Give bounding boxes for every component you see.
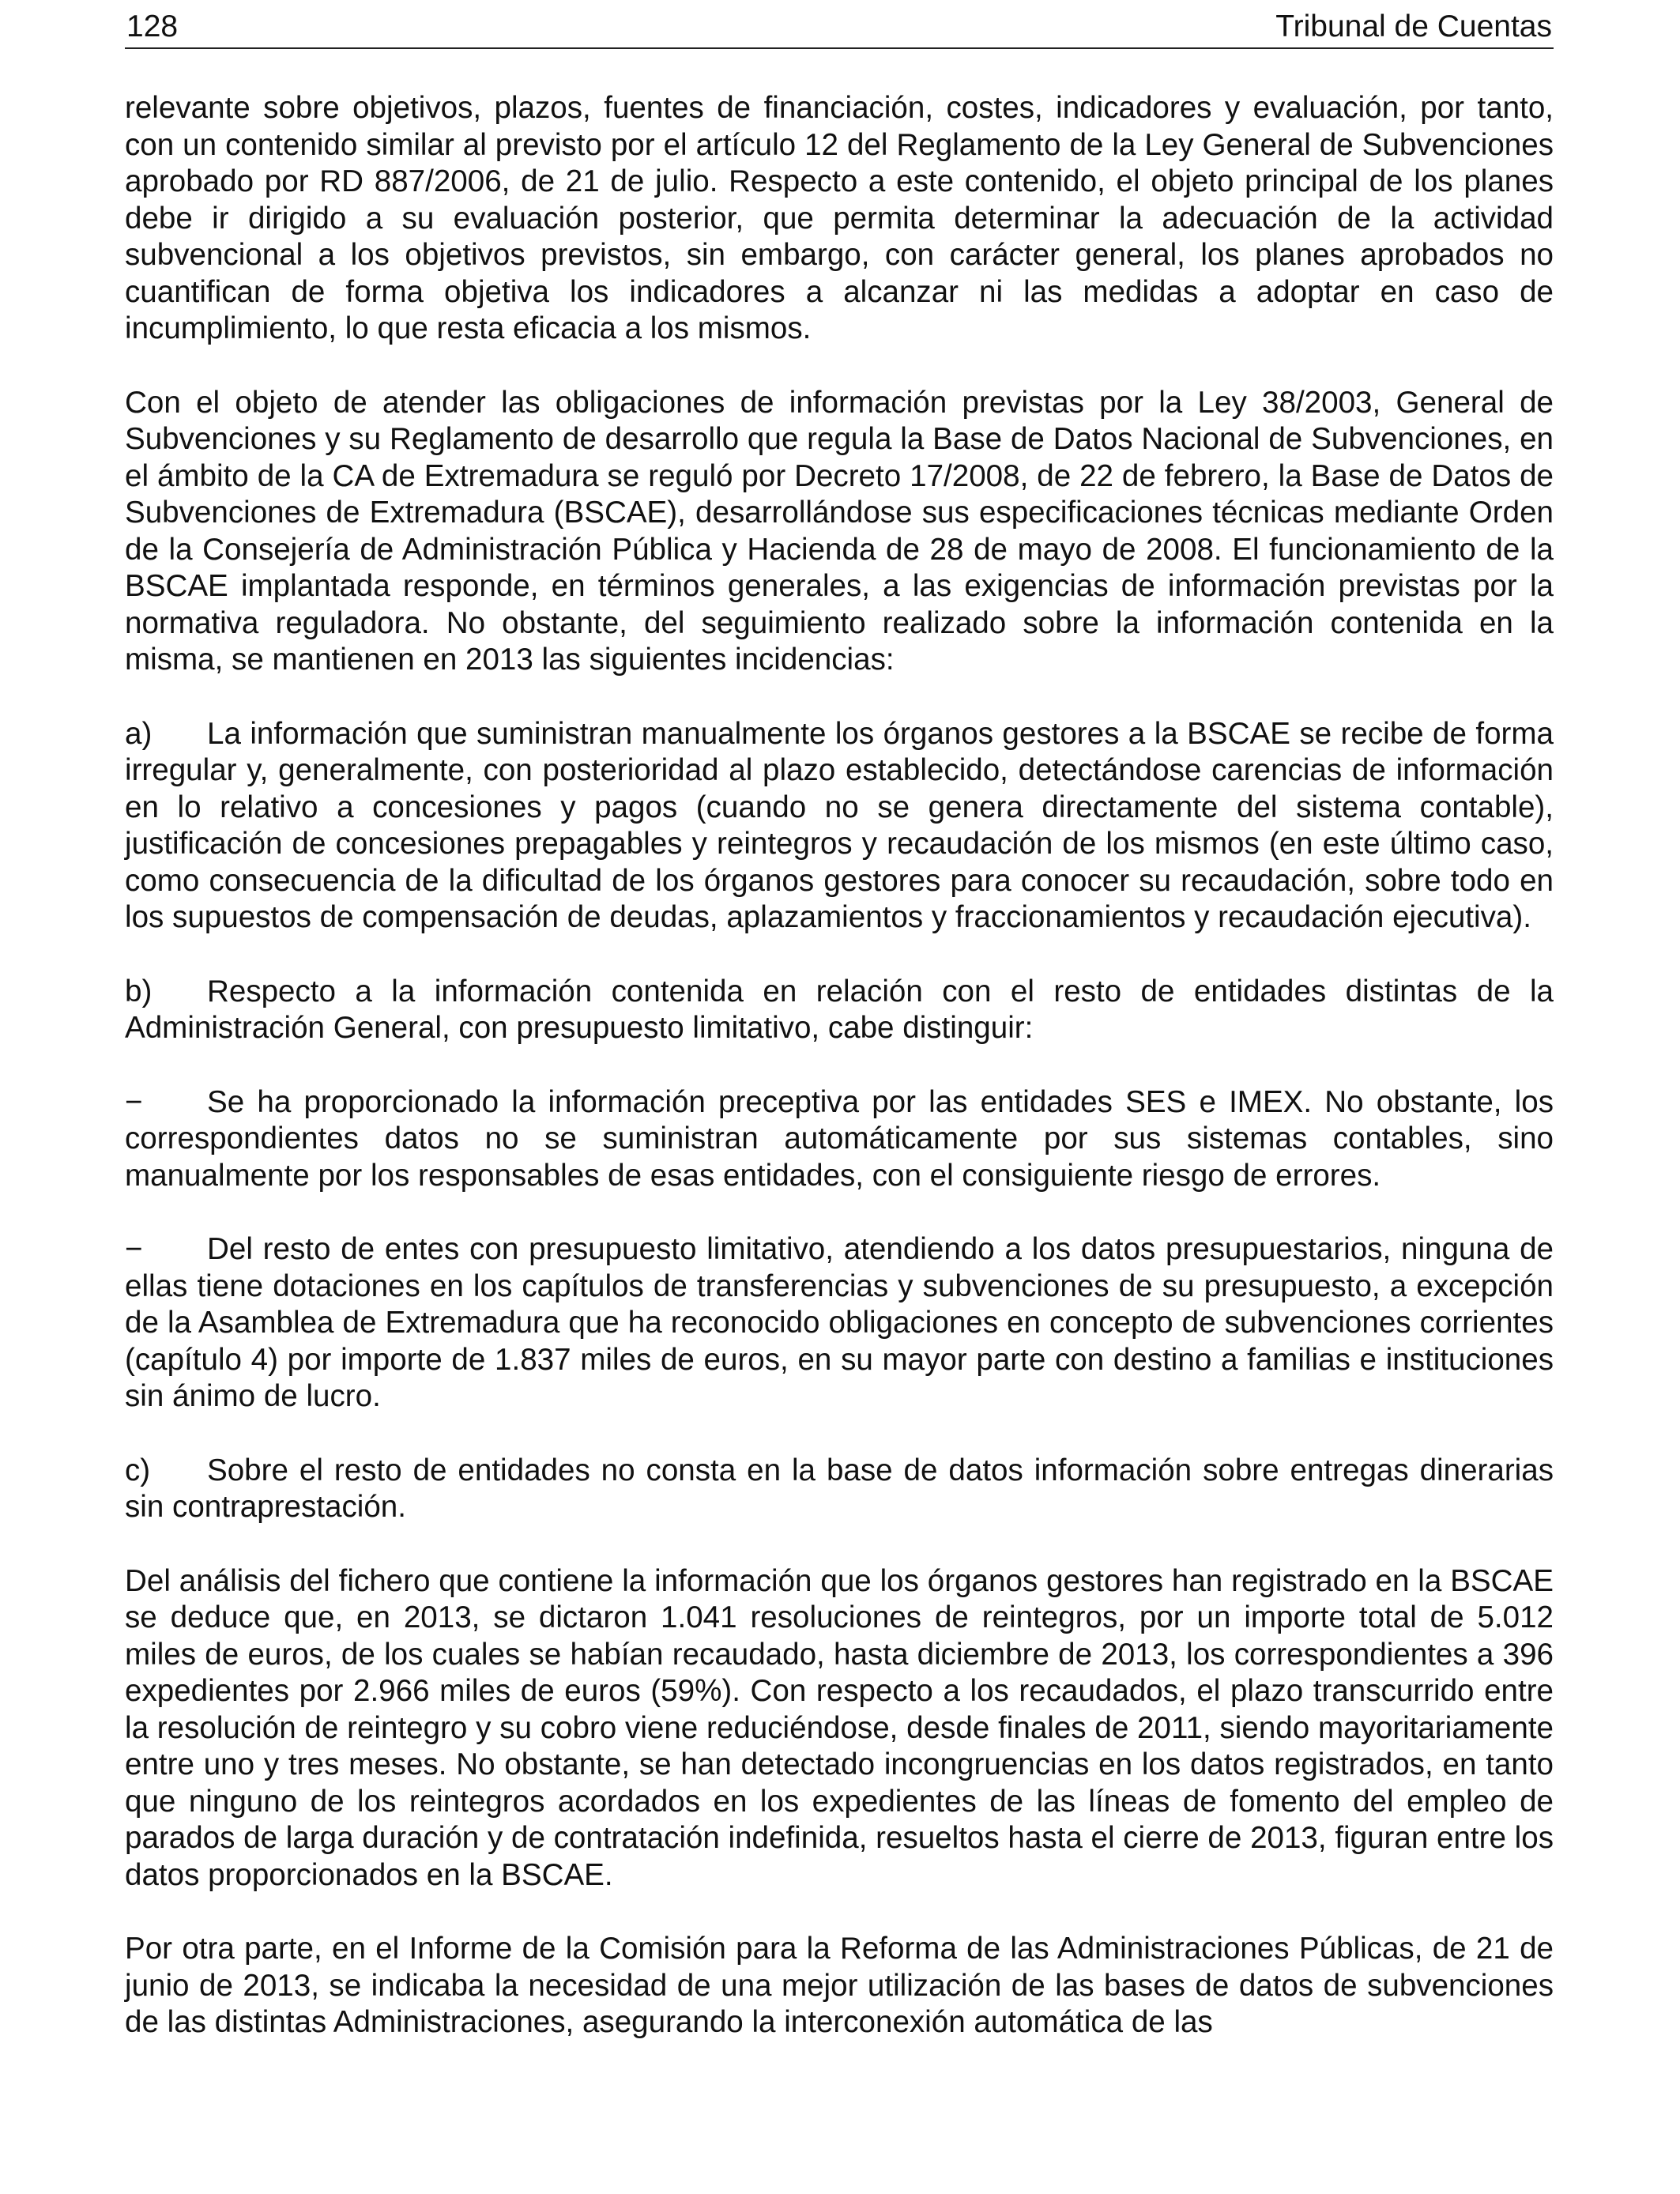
list-marker-a: a) [125, 716, 153, 751]
paragraph-bscae-intro: Con el objeto de atender las obligaciones de información previstas por la Ley 38/2003, General de Subvenciones y su Reglamento de desarrollo que regula la Base de Datos Nacional de Subvenciones, en el ámbito de la CA de Extremadura se reguló por Decreto 17/2008, de 22 de febrero, la Base de Datos de Subvenciones de Extremadura (BSCAE), desarrollándose sus especificaciones técnicas mediante Orden de la Consejería de Administración Pública y Hacienda de 28 de mayo de 2008. El funcionamiento de la BSCAE implantada responde, en términos generales, a las exigencias de información previstas por la normativa reguladora. No obstante, del seguimiento realizado sobre la información contenida en la misma, se mantienen en 2013 las siguientes incidencias: [125, 385, 1554, 677]
dash-marker-1: − [125, 1084, 143, 1119]
list-text-a: La información que suministran manualmente los órganos gestores a la BSCAE se recibe de forma irregular y, generalmente, con posterioridad al plazo establecido, detectándose carencias de información en lo relativo a concesiones y pagos (cuando no se genera directamente del sistema contable), justificación de concesiones prepagables y reintegros y recaudación de los mismos (en este último caso, como consecuencia de la dificultad de los órganos gestores para conocer su recaudación, sobre todo en los supuestos de compensación de deudas, aplazamientos y fraccionamientos y recaudación ejecutiva). [125, 716, 1554, 934]
list-item-a [125, 716, 1554, 937]
dash-text-1: Se ha proporcionado la información preceptiva por las entidades SES e IMEX. No obstante, los correspondientes datos no se suministran automáticamente por sus sistemas contables, sino manualmente por los responsables de esas entidades, con el consiguiente riesgo de errores. [125, 1084, 1554, 1193]
dash-item-resto-entes [125, 1231, 1554, 1416]
dash-marker-2: − [125, 1232, 143, 1266]
running-title: Tribunal de Cuentas [1275, 9, 1552, 43]
page-number: 128 [126, 9, 179, 43]
dash-item-ses-imex [125, 1084, 1554, 1195]
paragraph-planes-estrategicos: relevante sobre objetivos, plazos, fuentes de financiación, costes, indicadores y evaluación, por tanto, con un contenido similar al previsto por el artículo 12 del Reglamento de la Ley General de Subvenciones aprobado por RD 887/2006, de 21 de julio. Respecto a este contenido, el objeto principal de los planes debe ir dirigido a su evaluación posterior, que permita determinar la adecuación de la actividad subvencional a los objetivos previstos, sin embargo, con carácter general, los planes aprobados no cuantifican de forma objetiva los indicadores a alcanzar ni las medidas a adoptar en caso de incumplimiento, lo que resta eficacia a los mismos. [125, 91, 1554, 345]
list-text-b: Respecto a la información contenida en relación con el resto de entidades distintas de la Administración General, con presupuesto limitativo, cabe distinguir: [125, 974, 1554, 1045]
list-text-c: Sobre el resto de entidades no consta en la base de datos información sobre entregas dinerarias sin contraprestación. [125, 1453, 1554, 1524]
paragraph-cora: Por otra parte, en el Informe de la Comisión para la Reforma de las Administraciones Públicas, de 21 de junio de 2013, se indicaba la necesidad de una mejor utilización de las bases de datos de subvenciones de las distintas Administraciones, asegurando la interconexión automática de las [125, 1932, 1554, 2039]
list-item-b [125, 974, 1554, 1047]
list-marker-b: b) [125, 974, 153, 1008]
document-body [125, 90, 1554, 2041]
dash-text-2: Del resto de entes con presupuesto limitativo, atendiendo a los datos presupuestarios, ninguna de ellas tiene dotaciones en los capítulos de transferencias y subvenciones de su presupuesto, a excepción de la Asamblea de Extremadura que ha reconocido obligaciones en concepto de subvenciones corrientes (capítulo 4) por importe de 1.837 miles de euros, en su mayor parte con destino a familias e instituciones sin ánimo de lucro. [125, 1232, 1554, 1413]
page-header [125, 5, 1554, 49]
list-marker-c: c) [125, 1453, 151, 1487]
list-item-c [125, 1453, 1554, 1526]
paragraph-reintegros: Del análisis del fichero que contiene la información que los órganos gestores han registrado en la BSCAE se deduce que, en 2013, se dictaron 1.041 resoluciones de reintegros, por un importe total de 5.012 miles de euros, de los cuales se habían recaudado, hasta diciembre de 2013, los correspondientes a 396 expedientes por 2.966 miles de euros (59%). Con respecto a los recaudados, el plazo transcurrido entre la resolución de reintegro y su cobro viene reduciéndose, desde finales de 2011, siendo mayoritariamente entre uno y tres meses. No obstante, se han detectado incongruencias en los datos registrados, en tanto que ninguno de los reintegros acordados en los expedientes de las líneas de fomento del empleo de parados de larga duración y de contratación indefinida, resueltos hasta el cierre de 2013, figuran entre los datos proporcionados en la BSCAE. [125, 1563, 1554, 1892]
